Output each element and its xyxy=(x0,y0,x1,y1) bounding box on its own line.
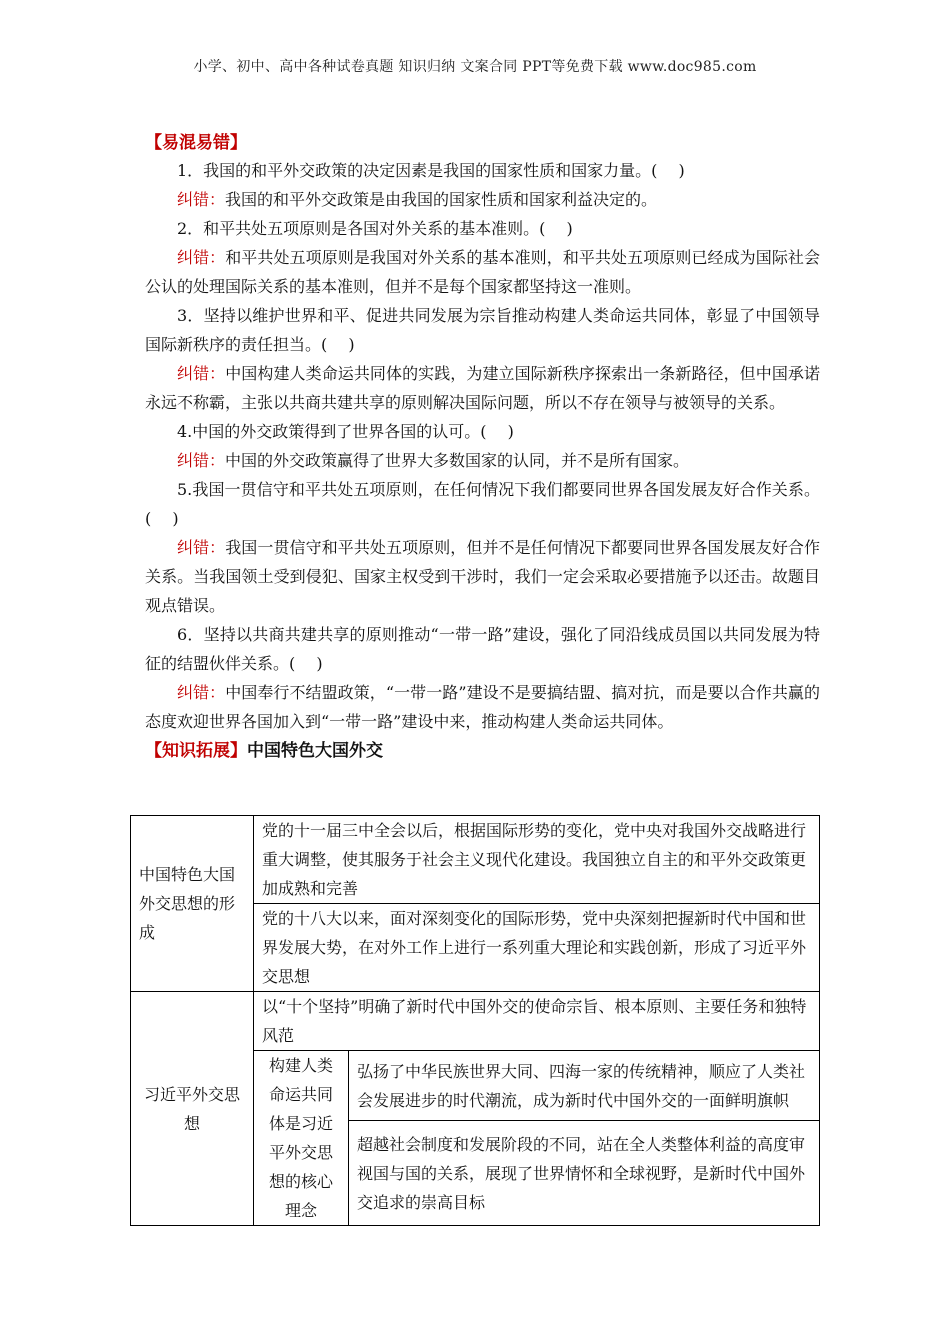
section-title-bracket: 【知识拓展】 xyxy=(145,741,247,761)
correction-5 xyxy=(145,533,820,620)
correction-label: 纠错： xyxy=(177,190,226,209)
correction-label: 纠错： xyxy=(177,538,226,557)
question-4: 4.中国的外交政策得到了世界各国的认可。( ) xyxy=(177,422,514,441)
correction-3 xyxy=(145,359,820,417)
thought-nested-cell xyxy=(254,1051,820,1226)
correction-2 xyxy=(145,243,820,301)
correction-text: 我国一贯信守和平共处五项原则，但并不是任何情况下都要同世界各国发展友好合作关系。当我国领土受到侵犯、国家主权受到干涉时，我们一定会采取必要措施予以还击。故题目观点错误。 xyxy=(145,538,820,615)
correction-6 xyxy=(145,678,820,736)
formation-cell-2: 党的十八大以来，面对深刻变化的国际形势，党中央深刻把握新时代中国和世界发展大势，在对外工作上进行一系列重大理论和实践创新，形成了习近平外交思想 xyxy=(254,904,820,992)
nested-table xyxy=(254,1051,819,1225)
correction-text: 中国的外交政策赢得了世界大多数国家的认同，并不是所有国家。 xyxy=(225,451,690,470)
knowledge-table xyxy=(130,815,820,1226)
formation-cell-1: 党的十一届三中全会以后，根据国际形势的变化，党中央对我国外交战略进行重大调整，使其服务于社会主义现代化建设。我国独立自主的和平外交政策更加成熟和完善 xyxy=(254,816,820,904)
correction-1 xyxy=(145,185,820,214)
question-3: 3．坚持以维护世界和平、促进共同发展为宗旨推动构建人类命运共同体，彰显了中国领导国际新秩序的责任担当。( ) xyxy=(145,306,820,354)
row-head-formation: 中国特色大国外交思想的形成 xyxy=(131,816,254,992)
core-concept-detail-2: 超越社会制度和发展阶段的不同，站在全人类整体利益的高度审视国与国的关系，展现了世界情怀和全球视野，是新时代中国外交追求的崇高目标 xyxy=(349,1121,820,1225)
correction-label: 纠错： xyxy=(177,364,226,383)
question-2: 2．和平共处五项原则是各国对外关系的基本准则。( ) xyxy=(177,219,573,238)
thought-cell-1: 以“十个坚持”明确了新时代中国外交的使命宗旨、根本原则、主要任务和独特风范 xyxy=(254,992,820,1051)
core-concept-detail-1: 弘扬了中华民族世界大同、四海一家的传统精神，顺应了人类社会发展进步的时代潮流，成为新时代中国外交的一面鲜明旗帜 xyxy=(349,1051,820,1121)
correction-text: 中国构建人类命运共同体的实践，为建立国际新秩序探索出一条新路径，但中国承诺永远不称霸，主张以共商共建共享的原则解决国际问题，所以不存在领导与被领导的关系。 xyxy=(145,364,820,412)
section-title-knowledge xyxy=(145,738,820,764)
core-concept-cell: 构建人类命运共同体是习近平外交思想的核心理念 xyxy=(254,1051,349,1225)
correction-text: 和平共处五项原则是我国对外关系的基本准则，和平共处五项原则已经成为国际社会公认的处理国际关系的基本准则，但并不是每个国家都坚持这一准则。 xyxy=(145,248,820,296)
correction-label: 纠错： xyxy=(177,683,226,702)
page-header: 小学、初中、高中各种试卷真题 知识归纳 文案合同 PPT等免费下载 www.doc985.com xyxy=(193,59,757,75)
correction-label: 纠错： xyxy=(177,248,226,267)
question-6: 6．坚持以共商共建共享的原则推动“一带一路”建设，强化了同沿线成员国以共同发展为特征的结盟伙伴关系。( ) xyxy=(145,625,820,673)
correction-label: 纠错： xyxy=(177,451,226,470)
question-5: 5.我国一贯信守和平共处五项原则，在任何情况下我们都要同世界各国发展友好合作关系。( ) xyxy=(145,480,820,528)
correction-4 xyxy=(145,446,820,475)
section-subtitle: 中国特色大国外交 xyxy=(247,741,383,761)
correction-text: 我国的和平外交政策是由我国的国家性质和国家利益决定的。 xyxy=(225,190,658,209)
question-1: 1．我国的和平外交政策的决定因素是我国的国家性质和国家力量。( ) xyxy=(177,161,685,180)
correction-text: 中国奉行不结盟政策，“一带一路”建设不是要搞结盟、搞对抗，而是要以合作共赢的态度欢迎世界各国加入到“一带一路”建设中来，推动构建人类命运共同体。 xyxy=(145,683,820,731)
row-head-thought: 习近平外交思想 xyxy=(131,992,254,1226)
main-content xyxy=(145,130,820,764)
section-title-confusions: 【易混易错】 xyxy=(145,133,247,153)
